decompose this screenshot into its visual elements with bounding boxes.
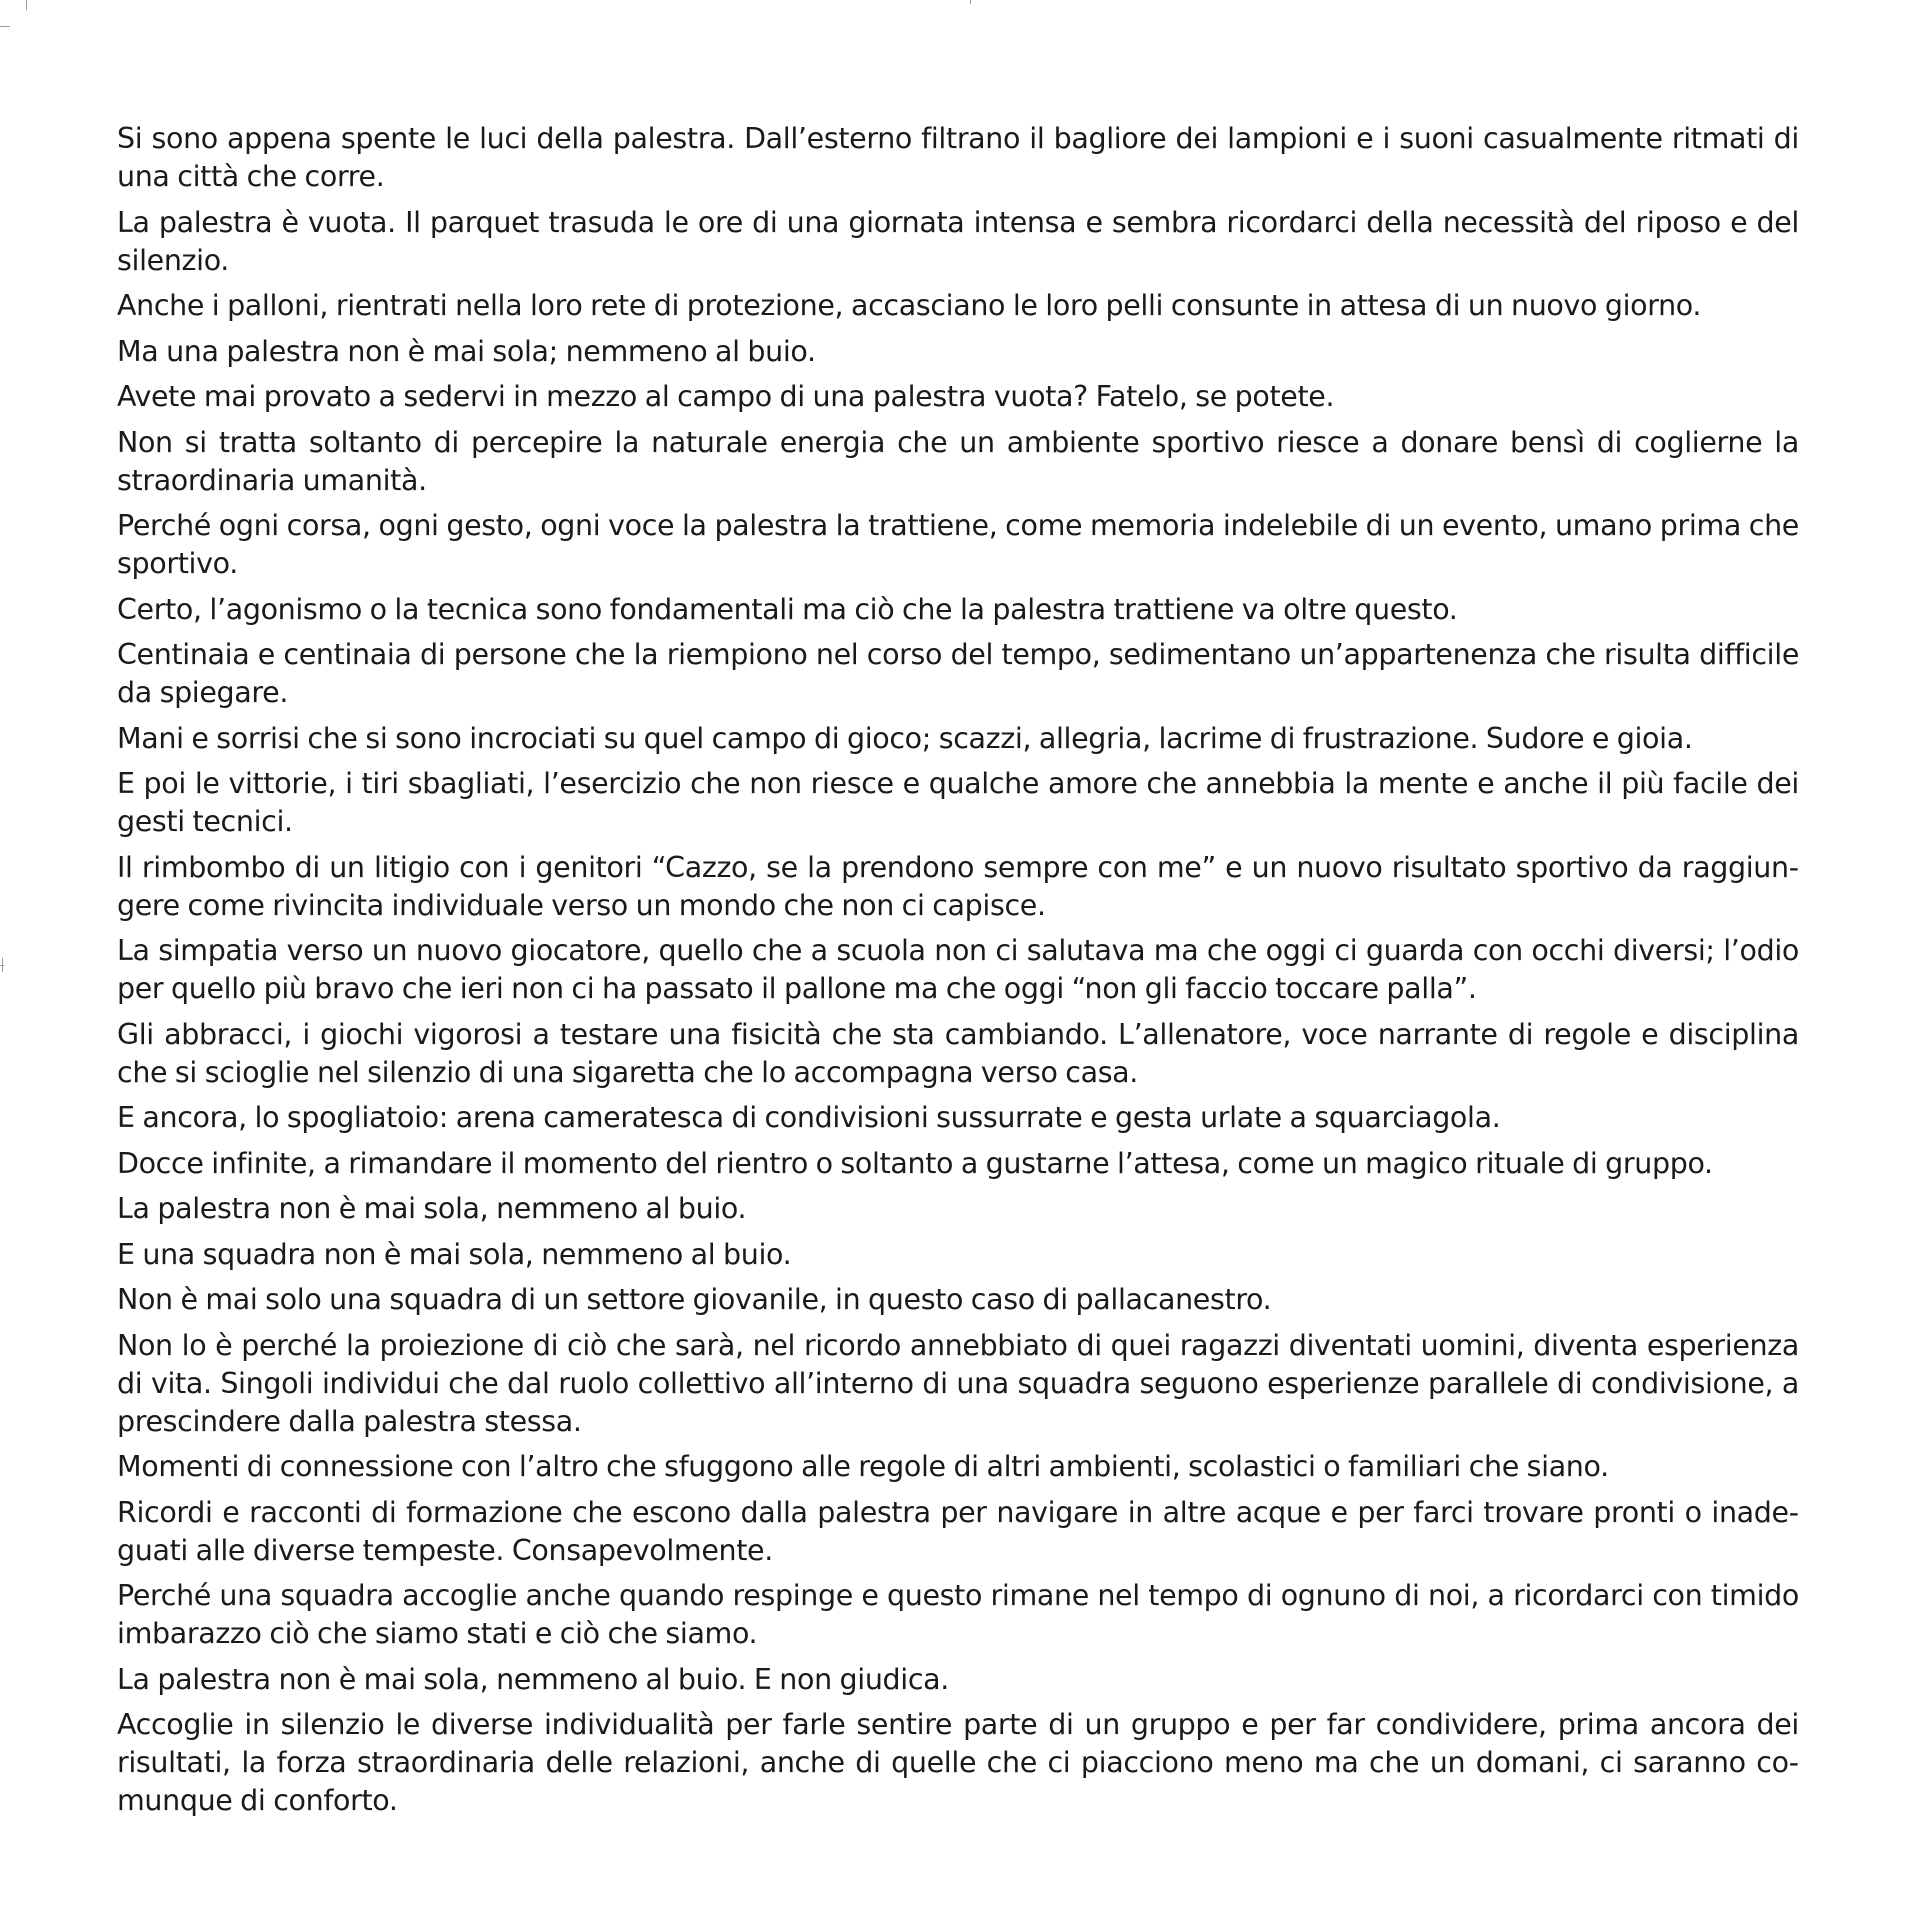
- paragraph: Momenti di connessione con l’altro che sfuggono alle regole di altri ambienti, scolastici o familiari che siano.: [117, 1450, 1609, 1483]
- paragraph: E poi le vittorie, i tiri sbagliati, l’esercizio che non riesce e qualche amore che annebbia la mente e anche il più facile dei gesti tecnici.: [117, 767, 1799, 838]
- crop-mark: [26, 0, 27, 10]
- paragraph: E ancora, lo spogliatoio: arena cameratesca di condivisioni sussurrate e gesta urlate a squarciagola.: [117, 1101, 1501, 1134]
- paragraph: Certo, l’agonismo o la tecnica sono fondamentali ma ciò che la palestra trattiene va oltre questo.: [117, 592, 1458, 626]
- paragraph: Ricordi e racconti di formazione che escono dalla palestra per navigare in altre acque e per farci trovare pronti o inadeguati alle diverse tempeste. Consapevolmente.: [117, 1495, 1799, 1567]
- paragraph: La simpatia verso un nuovo giocatore, quello che a scuola non ci salutava ma che oggi ci guarda con occhi diversi; l’odio per quello più bravo che ieri non ci ha passato il pallone ma che oggi “non gli faccio toccare palla”.: [117, 934, 1799, 1005]
- paragraph: Non è mai solo una squadra di un settore giovanile, in questo caso di pallacanestro.: [117, 1283, 1272, 1316]
- paragraph: Gli abbracci, i giochi vigorosi a testare una fisicità che sta cambiando. L’allenatore, voce narrante di regole e disciplina che si scioglie nel silenzio di una sigaretta che lo accompagna verso casa.: [117, 1017, 1799, 1089]
- paragraph: La palestra non è mai sola, nemmeno al buio. E non giudica.: [117, 1662, 949, 1696]
- paragraph: Anche i palloni, rientrati nella loro rete di protezione, accasciano le loro pelli consunte in attesa di un nuovo giorno.: [117, 289, 1702, 322]
- paragraph: Perché una squadra accoglie anche quando respinge e questo rimane nel tempo di ognuno di noi, a ricordarci con timido imbarazzo ciò che siamo stati e ciò che siamo.: [117, 1579, 1799, 1650]
- paragraph: Docce infinite, a rimandare il momento del rientro o soltanto a gustarne l’attesa, come un magico rituale di gruppo.: [117, 1146, 1713, 1180]
- paragraph: Centinaia e centinaia di persone che la riempiono nel corso del tempo, sedimentano un’appartenenza che risulta difficile da spiegare.: [117, 638, 1799, 709]
- paragraph: Avete mai provato a sedervi in mezzo al campo di una palestra vuota? Fatelo, se potete.: [117, 380, 1335, 413]
- paragraph: Non si tratta soltanto di percepire la naturale energia che un ambiente sportivo riesce a donare bensì di coglierne la straordinaria umanità.: [117, 425, 1799, 497]
- crop-mark: [2, 958, 3, 972]
- paragraph: Si sono appena spente le luci della palestra. Dall’esterno filtrano il bagliore dei lampioni e i suoni casualmente ritmati di una città che corre.: [117, 122, 1799, 193]
- paragraph: E una squadra non è mai sola, nemmeno al buio.: [117, 1237, 792, 1271]
- paragraph: Ma una palestra non è mai sola; nemmeno al buio.: [117, 334, 816, 368]
- paragraph: La palestra non è mai sola, nemmeno al buio.: [117, 1192, 747, 1225]
- paragraph: Mani e sorrisi che si sono incrociati su quel campo di gioco; scazzi, allegria, lacrime di frustrazione. Sudore e gioia.: [117, 721, 1693, 755]
- paragraph: Perché ogni corsa, ogni gesto, ogni voce la palestra la trattiene, come memoria indelebile di un evento, umano prima che sportivo.: [117, 509, 1799, 580]
- paragraph: Il rimbombo di un litigio con i genitori “Cazzo, se la prendono sempre con me” e un nuovo risultato sportivo da raggiungere come rivincita individuale verso un mondo che non ci capisce.: [117, 850, 1799, 922]
- crop-mark: [970, 0, 971, 4]
- body-text: [117, 120, 1799, 1828]
- paragraph: Non lo è perché la proiezione di ciò che sarà, nel ricordo annebbiato di quei ragazzi diventati uomini, diventa esperienza di vita. Singoli individui che dal ruolo collettivo all’interno di una squadra seguono esperienze parallele di condivisione, a prescindere dalla palestra stessa.: [117, 1328, 1799, 1438]
- paragraph: Accoglie in silenzio le diverse individualità per farle sentire parte di un gruppo e per far condividere, prima ancora dei risultati, la forza straordinaria delle relazioni, anche di quelle che ci piacciono meno ma che un domani, ci saranno comunque di conforto.: [117, 1708, 1799, 1817]
- paragraph: La palestra è vuota. Il parquet trasuda le ore di una giornata intensa e sembra ricordarci della necessità del riposo e del silenzio.: [117, 205, 1799, 277]
- crop-mark: [0, 26, 10, 27]
